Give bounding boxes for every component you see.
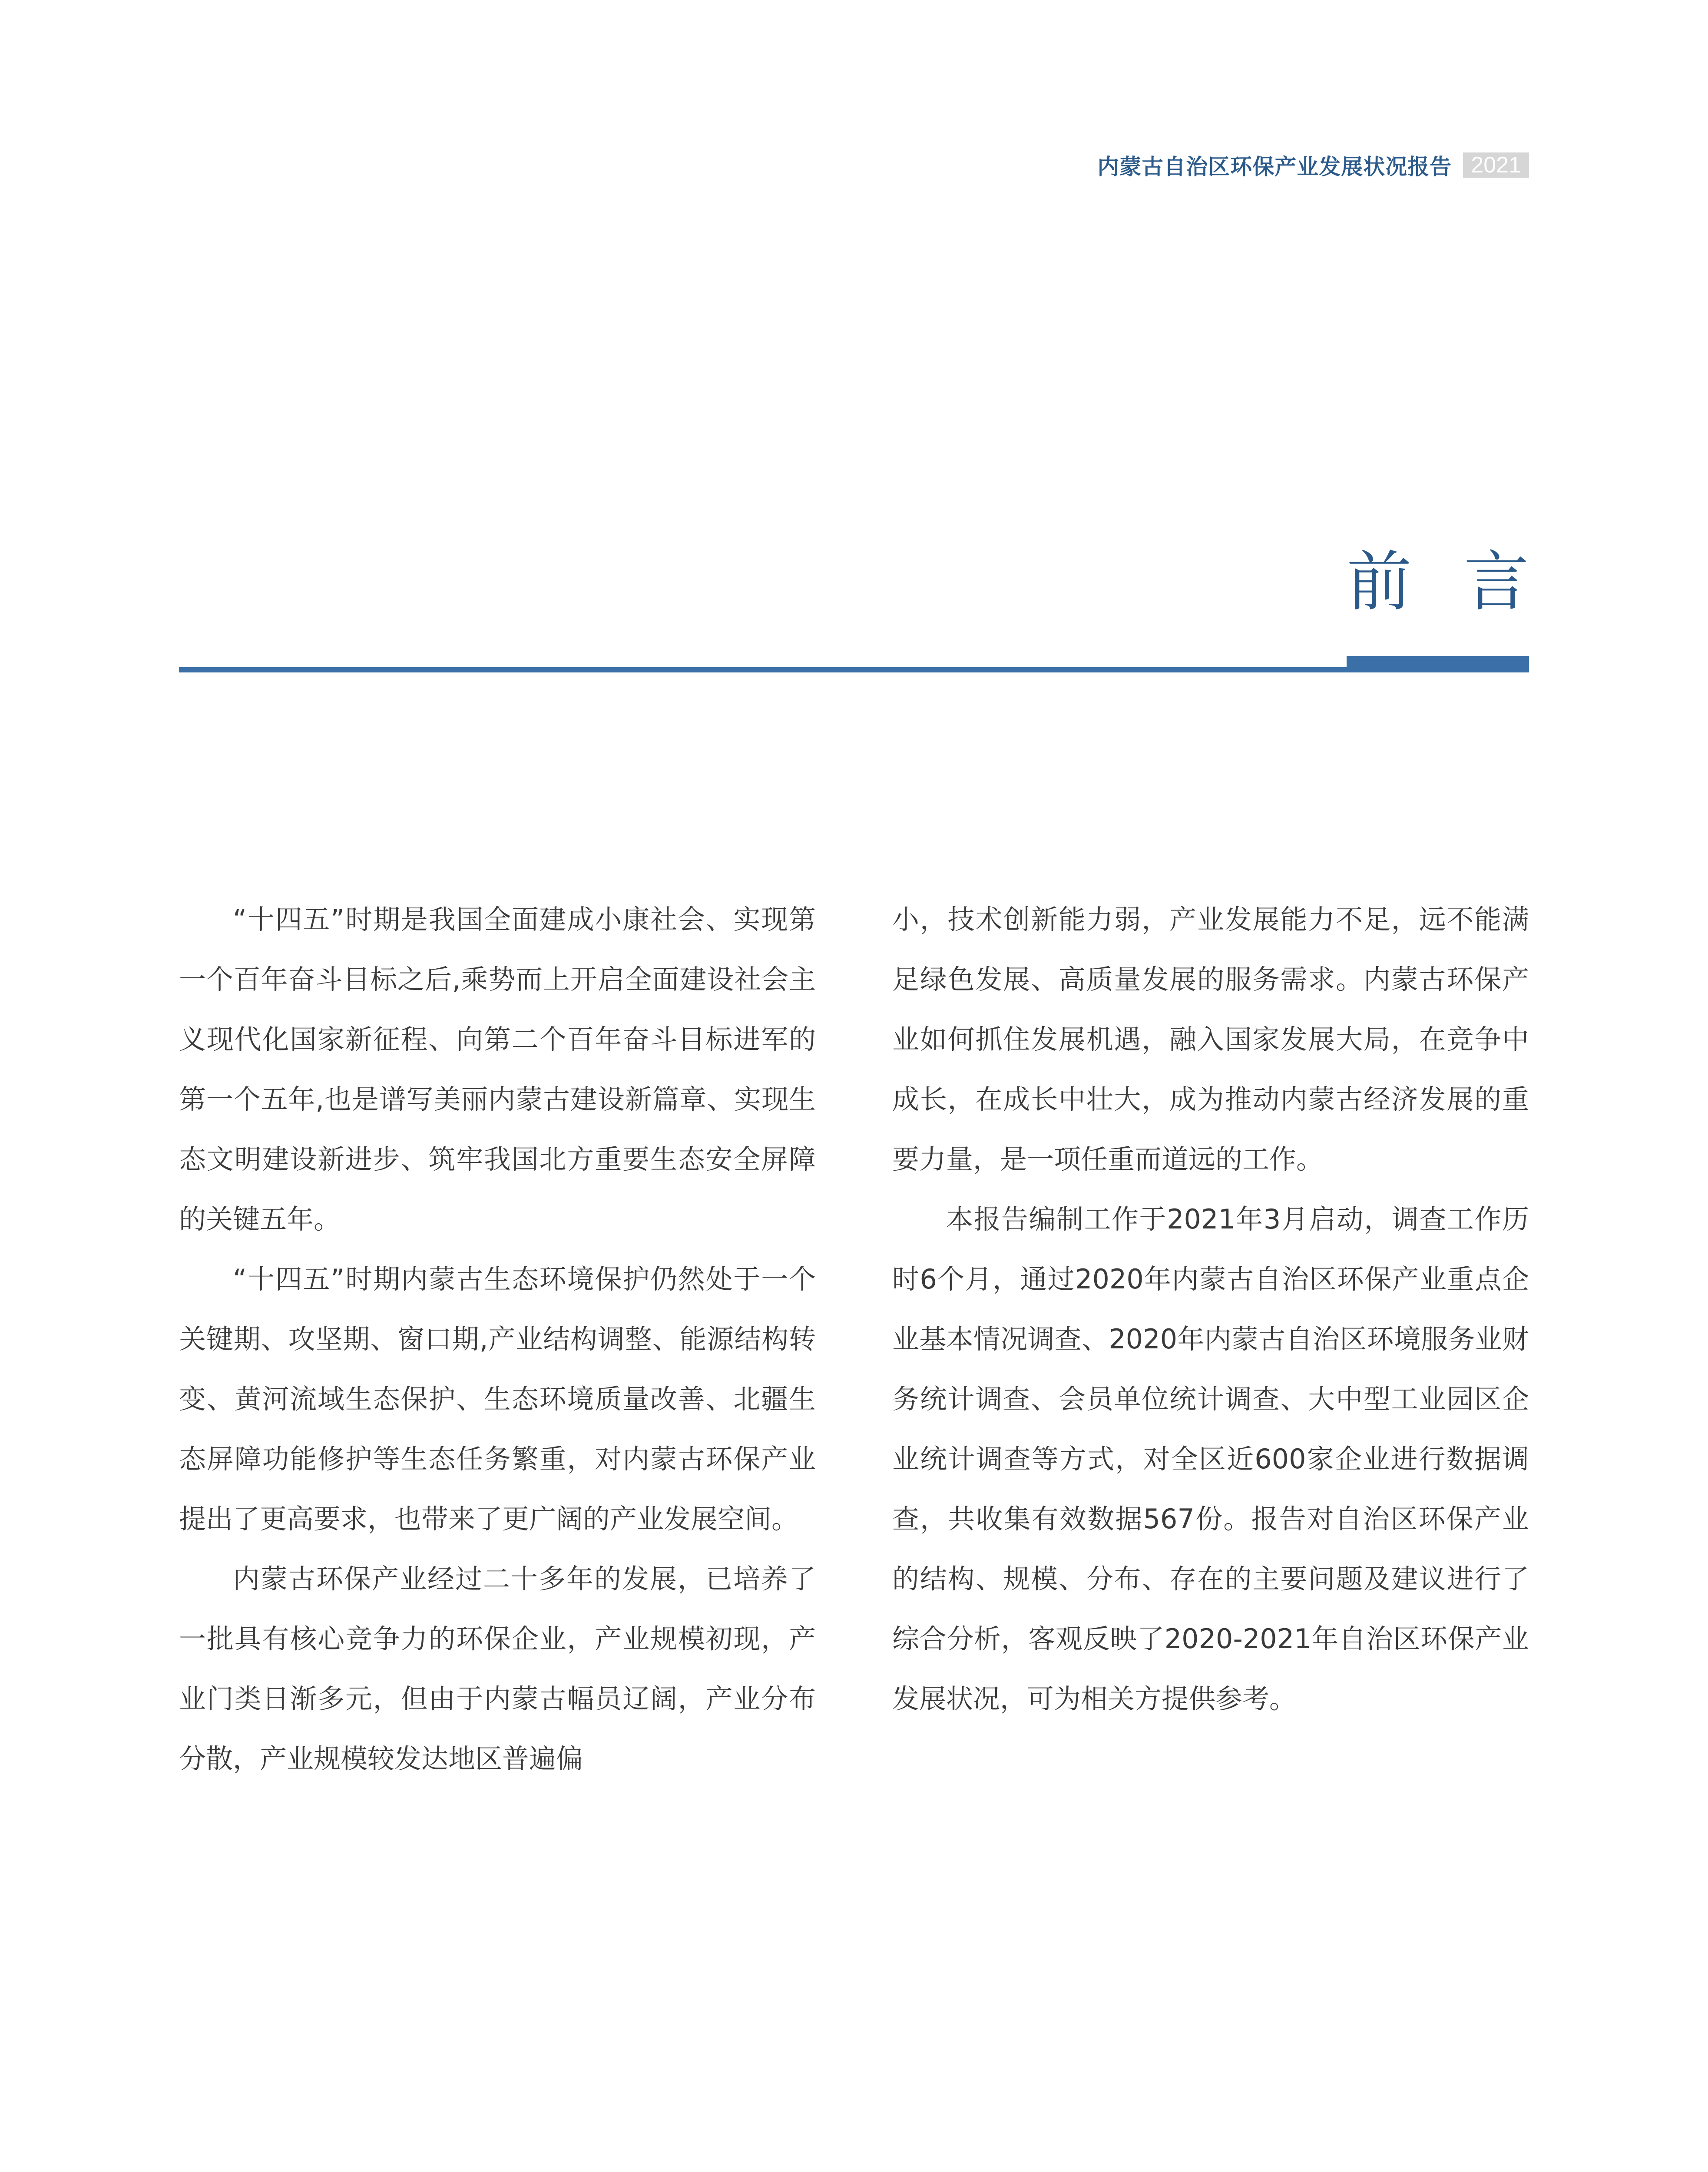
body-column-right — [892, 890, 1529, 1729]
paragraph: “十四五”时期是我国全面建成小康社会、实现第一个百年奋斗目标之后,乘势而上开启全面建设社会主义现代化国家新征程、向第二个百年奋斗目标进军的第一个五年,也是谱写美丽内蒙古建设新篇章、实现生态文明建设新进步、筑牢我国北方重要生态安全屏障的关键五年。 — [179, 904, 816, 1235]
paragraph: “十四五”时期内蒙古生态环境保护仍然处于一个关键期、攻坚期、窗口期,产业结构调整、能源结构转变、黄河流域生态保护、生态环境质量改善、北疆生态屏障功能修护等生态任务繁重，对内蒙古环保产业提出了更高要求，也带来了更广阔的产业发展空间。 — [179, 1263, 816, 1535]
paragraph: 本报告编制工作于2021年3月启动，调查工作历时6个月，通过2020年内蒙古自治区环保产业重点企业基本情况调查、2020年内蒙古自治区环境服务业财务统计调查、会员单位统计调查、大中型工业园区企业统计调查等方式，对全区近600家企业进行数据调查，共收集有效数据567份。报告对自治区环保产业的结构、规模、分布、存在的主要问题及建议进行了综合分析，客观反映了2020-2021年自治区环保产业发展状况，可为相关方提供参考。 — [892, 1203, 1529, 1715]
section-heading: 前言 — [1346, 544, 1581, 620]
report-title: 内蒙古自治区环保产业发展状况报告 — [1097, 154, 1452, 179]
report-year-badge: 2021 — [1463, 152, 1529, 178]
heading-underline-accent — [1347, 656, 1529, 672]
body-column-left — [179, 890, 816, 1789]
heading-underline — [179, 667, 1529, 672]
paragraph: 内蒙古环保产业经过二十多年的发展，已培养了一批具有核心竞争力的环保企业，产业规模初现，产业门类日渐多元，但由于内蒙古幅员辽阔，产业分布分散，产业规模较发达地区普遍偏 — [179, 1563, 816, 1775]
paragraph-continued: 小，技术创新能力弱，产业发展能力不足，远不能满足绿色发展、高质量发展的服务需求。内蒙古环保产业如何抓住发展机遇，融入国家发展大局，在竞争中成长，在成长中壮大，成为推动内蒙古经济发展的重要力量，是一项任重而道远的工作。 — [892, 904, 1529, 1175]
running-header — [1097, 150, 1529, 180]
